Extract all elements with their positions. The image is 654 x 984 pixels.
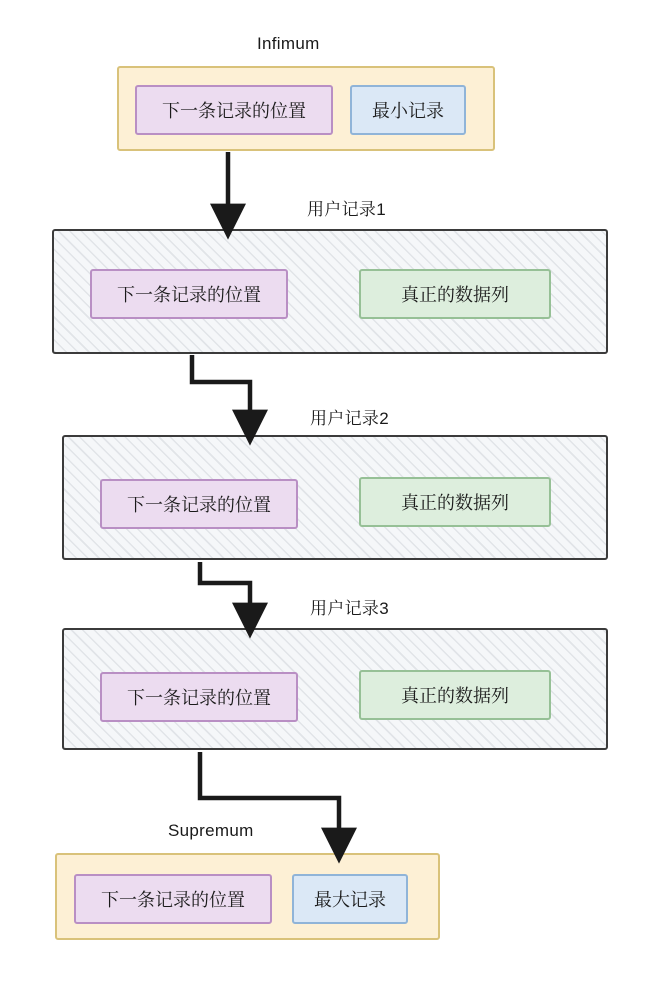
user-record-2-data-columns: 真正的数据列 — [359, 477, 551, 527]
user-record-2-next-record-pointer: 下一条记录的位置 — [100, 479, 298, 529]
infimum-next-record-pointer: 下一条记录的位置 — [135, 85, 333, 135]
user-record-3-box — [62, 628, 608, 750]
supremum-max-record-flag: 最大记录 — [292, 874, 408, 924]
infimum-title: Infimum — [257, 34, 320, 53]
user-record-1-box — [52, 229, 608, 354]
user-record-2-title: 用户记录2 — [310, 409, 389, 428]
user-record-1-data-columns: 真正的数据列 — [359, 269, 551, 319]
infimum-box — [117, 66, 495, 151]
user-record-3-title: 用户记录3 — [310, 599, 389, 618]
infimum-min-record-flag: 最小记录 — [350, 85, 466, 135]
user-record-1-title: 用户记录1 — [307, 200, 386, 219]
user-record-2-box — [62, 435, 608, 560]
supremum-box — [55, 853, 440, 940]
arrow-record1-to-record2 — [192, 355, 250, 424]
user-record-3-next-record-pointer: 下一条记录的位置 — [100, 672, 298, 722]
supremum-title: Supremum — [168, 821, 254, 840]
user-record-3-data-columns: 真正的数据列 — [359, 670, 551, 720]
user-record-1-next-record-pointer: 下一条记录的位置 — [90, 269, 288, 319]
arrow-record2-to-record3 — [200, 562, 250, 617]
supremum-next-record-pointer: 下一条记录的位置 — [74, 874, 272, 924]
